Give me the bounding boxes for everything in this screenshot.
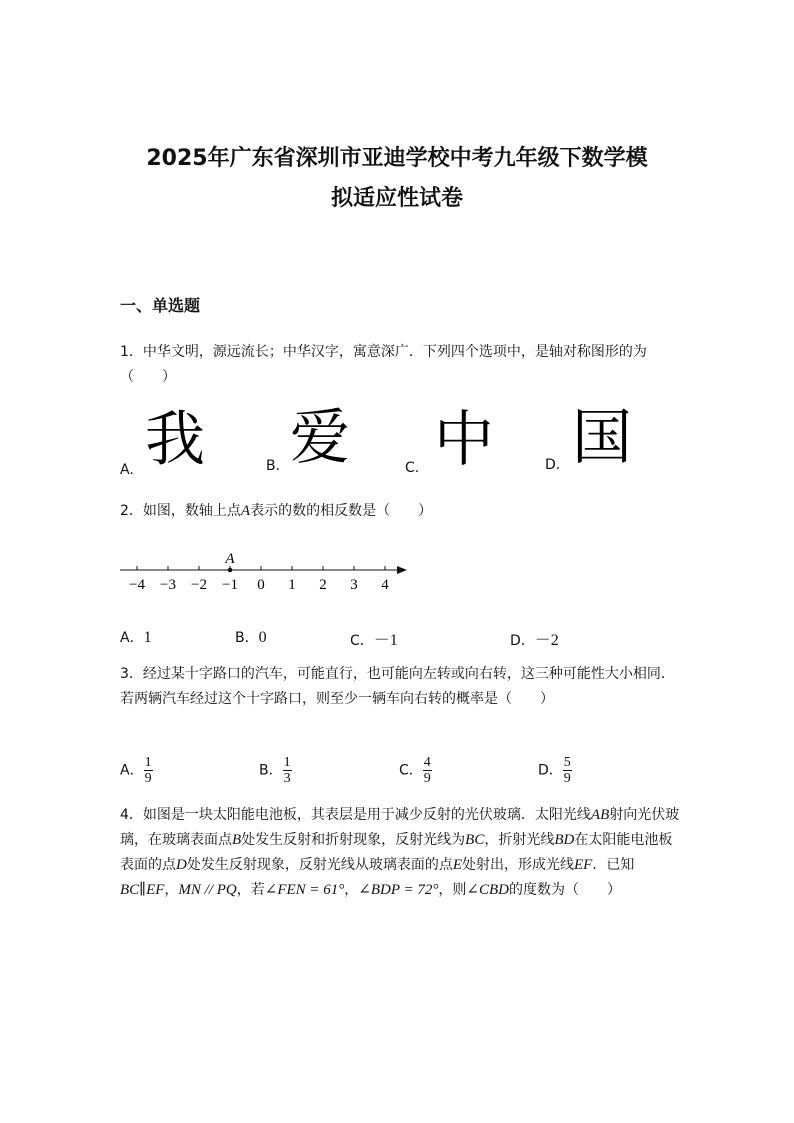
q2-point-name: A — [240, 503, 251, 519]
q2-option-c-value: －1 — [373, 632, 398, 649]
q4-math-parallel-mn-pq: MN // PQ — [178, 882, 237, 898]
question-2-text — [120, 499, 680, 524]
q4-math-angle-fen: ∠FEN = 61° — [264, 882, 345, 898]
number-line-tick-label: −2 — [191, 577, 207, 593]
q4-text-part: ，若 — [236, 882, 265, 898]
q3-option-c-fraction — [423, 755, 432, 786]
q4-text-part: ，折射光线 — [484, 832, 555, 848]
q3-option-d-denominator: 9 — [563, 771, 571, 786]
q3-option-b-fraction — [283, 755, 292, 786]
question-3-text: 3．经过某十字路口的汽车，可能直行，也可能向左转或向右转，这三种可能性大小相同．若两辆汽车经过这个十字路口，则至少一辆车向右转的概率是（ ） — [120, 666, 675, 707]
q2-option-a-label: A． — [120, 630, 144, 646]
section-heading: 一、单选题 — [120, 296, 201, 315]
number-line-tick-label: 4 — [381, 577, 389, 593]
question-1-text: 1．中华文明，源远流长；中华汉字，寓意深广．下列四个选项中，是轴对称图形的为（ ） — [120, 344, 647, 385]
q4-text-part: 的度数为（ ） — [508, 882, 621, 898]
number-line-figure — [115, 548, 415, 598]
q3-option-a-denominator: 9 — [144, 771, 152, 786]
q4-text-part: 处发生反射和折射现象，反射光线为 — [241, 832, 466, 848]
q3-option-d-numerator: 5 — [563, 755, 571, 770]
q3-option-b-denominator: 3 — [283, 771, 291, 786]
q4-math-angle-cbd: ∠CBD — [466, 882, 509, 898]
question-4-text — [120, 803, 680, 903]
q1-option-c-char: 中 — [434, 405, 494, 475]
number-line-tick-label: 1 — [288, 577, 296, 593]
q3-option-a-numerator: 1 — [144, 755, 152, 770]
page-title-line-2: 拟适应性试卷 — [330, 186, 463, 211]
q4-text-part: ， — [164, 882, 179, 898]
number-line-tick-label: −1 — [222, 577, 238, 593]
q4-math-angle-bdp: ∠BDP = 72° — [358, 882, 439, 898]
q4-text-part: 处射出，形成光线 — [462, 857, 575, 873]
q3-option-d-fraction — [563, 755, 572, 786]
q2-option-b-value: 0 — [258, 629, 267, 646]
number-line-arrow — [397, 566, 407, 574]
q2-option-c[interactable] — [350, 627, 398, 650]
q3-option-c[interactable] — [399, 755, 432, 786]
q1-option-d-label[interactable]: D. — [545, 457, 561, 473]
q4-math-e: E — [452, 857, 463, 873]
q1-option-a-char: 我 — [145, 405, 205, 475]
q3-option-a-fraction — [144, 755, 153, 786]
q2-option-c-label: C． — [350, 633, 374, 649]
q4-math-d: D — [176, 857, 187, 873]
q3-option-a-label: A． — [120, 762, 144, 779]
q4-text-part: ， — [344, 882, 359, 898]
q4-math-parallel-bc-ef: BC∥EF — [120, 882, 165, 898]
number-line-tick-label: 2 — [319, 577, 327, 593]
number-line-tick-label: 3 — [350, 577, 358, 593]
q1-option-c-label[interactable]: C. — [405, 460, 420, 476]
q4-text-part: 射向光伏玻璃，在玻璃表面点 — [120, 807, 680, 848]
q3-option-c-numerator: 4 — [423, 755, 431, 770]
q1-option-a-label[interactable]: A. — [120, 462, 134, 478]
q2-option-d[interactable] — [510, 627, 559, 650]
q4-math-bc: BC — [465, 832, 485, 848]
q2-option-a-value: 1 — [143, 629, 152, 646]
q2-option-a[interactable] — [120, 627, 152, 647]
point-a-label: A — [225, 551, 235, 567]
q1-option-d-char: 国 — [572, 403, 632, 473]
q1-option-b-label[interactable]: B. — [266, 458, 281, 474]
q4-text-part: ，则 — [438, 882, 467, 898]
q4-math-b: B — [232, 832, 242, 848]
q4-text-part: ．已知 — [592, 857, 635, 873]
q2-option-d-value: －2 — [534, 632, 559, 649]
number-line-tick-label: −3 — [160, 577, 176, 593]
q4-math-ef: EF — [574, 857, 593, 873]
number-line-tick-label: 0 — [257, 577, 265, 593]
number-line-tick-label: −4 — [129, 577, 145, 593]
page-title-line-1: 2025年广东省深圳市亚迪学校中考九年级下数学模 — [146, 146, 648, 171]
q2-text-after: 表示的数的相反数是（ ） — [250, 503, 433, 519]
q2-option-b-label: B． — [235, 630, 259, 646]
q1-option-b-char: 爱 — [290, 403, 350, 473]
q4-text-part: 在太阳能电池板表面的点 — [120, 832, 673, 873]
q3-option-b-label: B． — [259, 762, 283, 779]
q3-option-c-label: C． — [399, 762, 423, 779]
q3-option-b[interactable] — [259, 755, 292, 786]
q3-option-a[interactable] — [120, 755, 153, 786]
q3-option-d[interactable] — [538, 755, 572, 786]
point-a-dot — [228, 568, 233, 573]
q2-option-b[interactable] — [235, 627, 267, 647]
q4-text-part: 处发生反射现象，反射光线从玻璃表面的点 — [186, 857, 453, 873]
q3-option-d-label: D． — [538, 762, 563, 779]
q2-option-d-label: D． — [510, 633, 535, 649]
q3-option-c-denominator: 9 — [423, 771, 431, 786]
q2-text-before: 2．如图，数轴上点 — [120, 503, 241, 519]
q4-math-ab: AB — [590, 807, 610, 823]
q4-text-part: 4．如图是一块太阳能电池板，其表层是用于减少反射的光伏玻璃．太阳光线 — [120, 807, 591, 823]
q3-option-b-numerator: 1 — [283, 755, 291, 770]
q4-math-bd: BD — [554, 832, 575, 848]
